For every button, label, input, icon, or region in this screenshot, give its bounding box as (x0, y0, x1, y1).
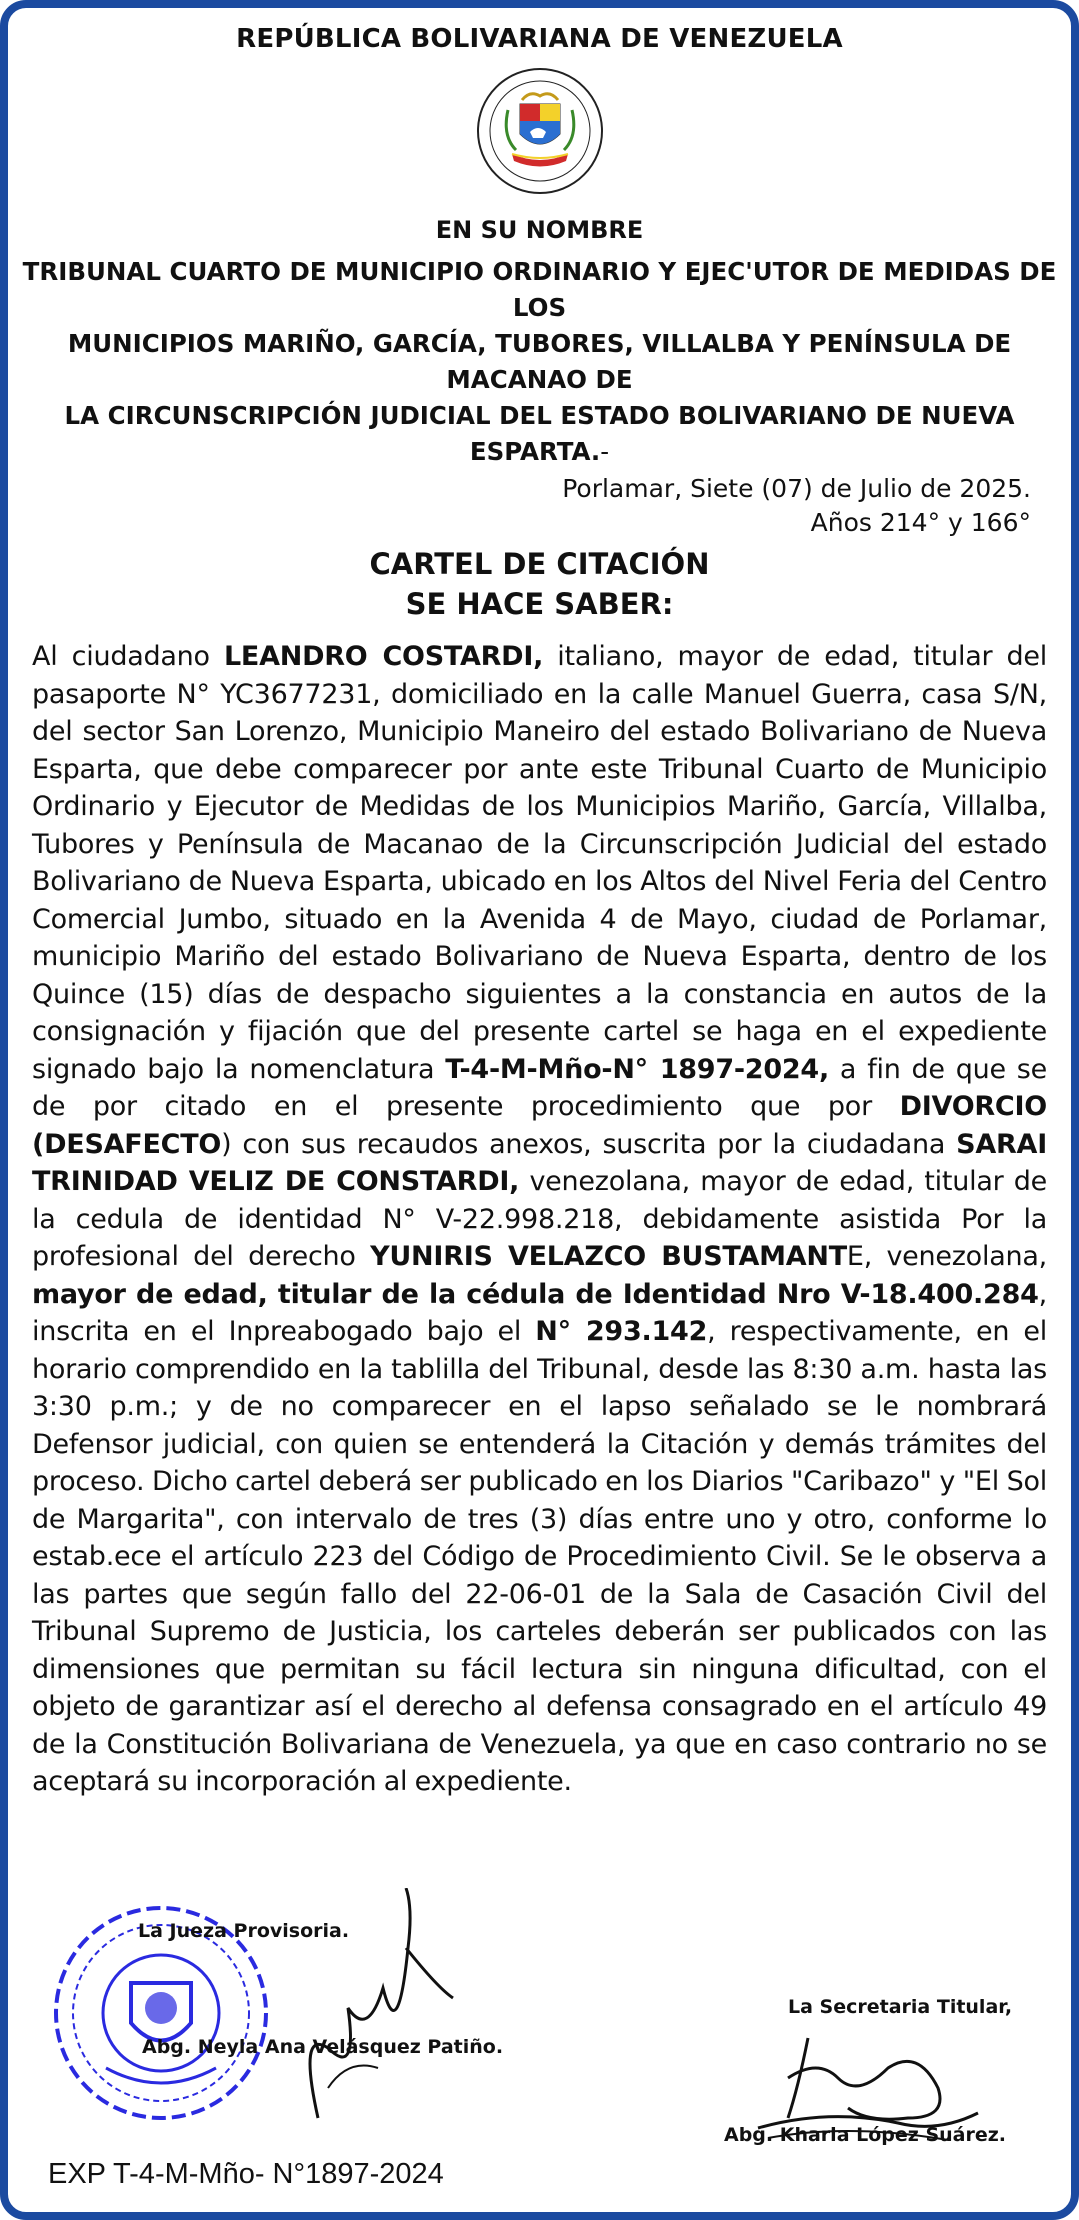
secretary-name: Abg. Kharla López Suárez. (724, 2124, 1007, 2146)
judge-label: La Jueza Provisoria. (138, 1920, 350, 1942)
tribunal-line-2: MUNICIPIOS MARIÑO, GARCÍA, TUBORES, VILLALBA Y PENÍNSULA DE MACANAO DE (67, 329, 1012, 394)
body-bold: SARAI TRINIDAD VELIZ DE CONSTARDI, (32, 1128, 1047, 1197)
cartel-title-line-2: SE HACE SABER: (405, 587, 674, 621)
body-text: a fin de que se de por citado en el presente procedimiento que por (32, 1053, 1047, 1122)
body-text: italiano, mayor de edad, titular del pasaporte N° YC3677231, domiciliado en la calle Manuel Guerra, casa S/N, del sector San Lorenzo, Municipio Maneiro del estado Bolivariano de Nueva Esparta, que debe comparecer por ante este Tribunal Cuarto de Municipio Ordinario y Ejecutor de Medidas de los Municipios Mariño, García, Villalba, Tubores y Península de Macanao de la Circunscripción Judicial del estado Bolivariano de Nueva Esparta, ubicado en los Altos del Nivel Feria del Centro Comercial Jumbo, situado en la Avenida 4 de Mayo, ciudad de Porlamar, municipio Mariño del estado Bolivariano de Nueva Esparta, dentro de los Quince (15) días de despacho siguientes a la constancia en autos de la consignación y fijación que del presente cartel se haga en el expediente signado bajo la nomenclatura (32, 641, 1047, 1085)
tribunal-line-1: TRIBUNAL CUARTO DE MUNICIPIO ORDINARIO Y EJEC'UTOR DE MEDIDAS DE LOS (22, 257, 1057, 322)
cartel-title (8, 544, 1071, 624)
body-bold: mayor de edad, titular de la cédula de Identidad Nro V-18.400.284 (32, 1278, 1039, 1310)
cartel-title-line-1: CARTEL DE CITACIÓN (369, 547, 710, 581)
years-line: Años 214° y 166° (810, 508, 1031, 537)
judge-signature-icon (288, 1888, 458, 2128)
judge-name: Abg. Neyla Ana Velásquez Patiño. (142, 2036, 504, 2058)
body-bold: T-4-M-Mño-N° 1897-2024, (445, 1053, 829, 1085)
country-title: REPÚBLICA BOLIVARIANA DE VENEZUELA (236, 24, 843, 54)
body-text: Al ciudadano (32, 641, 224, 672)
signature-area (8, 1888, 1071, 2188)
body-text: ) con sus recaudos anexos, suscrita por la ciudadana (221, 1128, 957, 1160)
body-bold: DIVORCIO (DESAFECTO (32, 1091, 1047, 1160)
seal-icon (472, 66, 608, 196)
document-header (8, 24, 1071, 470)
tribunal-line-3-text: LA CIRCUNSCRIPCIÓN JUDICIAL DEL ESTADO BOLIVARIANO DE NUEVA ESPARTA. (64, 401, 1015, 466)
body-bold: LEANDRO COSTARDI, (223, 641, 544, 672)
body-bold: N° 293.142 (535, 1316, 708, 1347)
body-text: E, venezolana, (846, 1241, 1047, 1272)
tribunal-line-3 (18, 398, 1061, 470)
expedient-number: EXP T-4-M-Mño- N°1897-2024 (48, 2158, 444, 2190)
coat-of-arms-seal (8, 66, 1071, 196)
body-bold: YUNIRIS VELAZCO BUSTAMANT (370, 1241, 847, 1272)
body-text: , respectivamente, en el horario comprendido en la tablilla del Tribunal, desde las 8:30 a.m. hasta las 3:30 p.m.; y de no comparecer en el lapso señalado se le nombrará Defensor judicial, con quien se entenderá la Citación y demás trámites del proceso. Dicho cartel deberá ser publicado en los Diarios "Caribazo" y "El Sol de Margarita", con intervalo de tres (3) días entre uno y otro, conforme lo estab.ece el artículo 223 del Código de Procedimiento Civil. Se le observa a las partes que según fallo del 22-06-01 de la Sala de Casación Civil del Tribunal Supremo de Justicia, los carteles deberán ser publicados con las dimensiones que permitan su fácil lectura sin ninguna dificultad, con el objeto de garantizar así el derecho al defensa consagrado en el artículo 49 de la Constitución Bolivariana de Venezuela, ya que en caso contrario no se aceptará su incorporación al expediente. (32, 1316, 1047, 1797)
secretary-label: La Secretaria Titular, (788, 1996, 1013, 2018)
citation-body (32, 638, 1047, 1801)
tribunal-line-3-suffix: - (600, 437, 610, 466)
in-name-heading: EN SU NOMBRE (435, 216, 644, 244)
place-date: Porlamar, Siete (07) de Julio de 2025. (562, 474, 1031, 503)
tribunal-heading (18, 254, 1061, 470)
body-text: venezolana, mayor de edad, titular de la cedula de identidad N° V-22.998.218, debidamente asistida Por la profesional del derecho (32, 1166, 1047, 1272)
body-text: , inscrita en el Inpreabogado bajo el (32, 1278, 1047, 1347)
